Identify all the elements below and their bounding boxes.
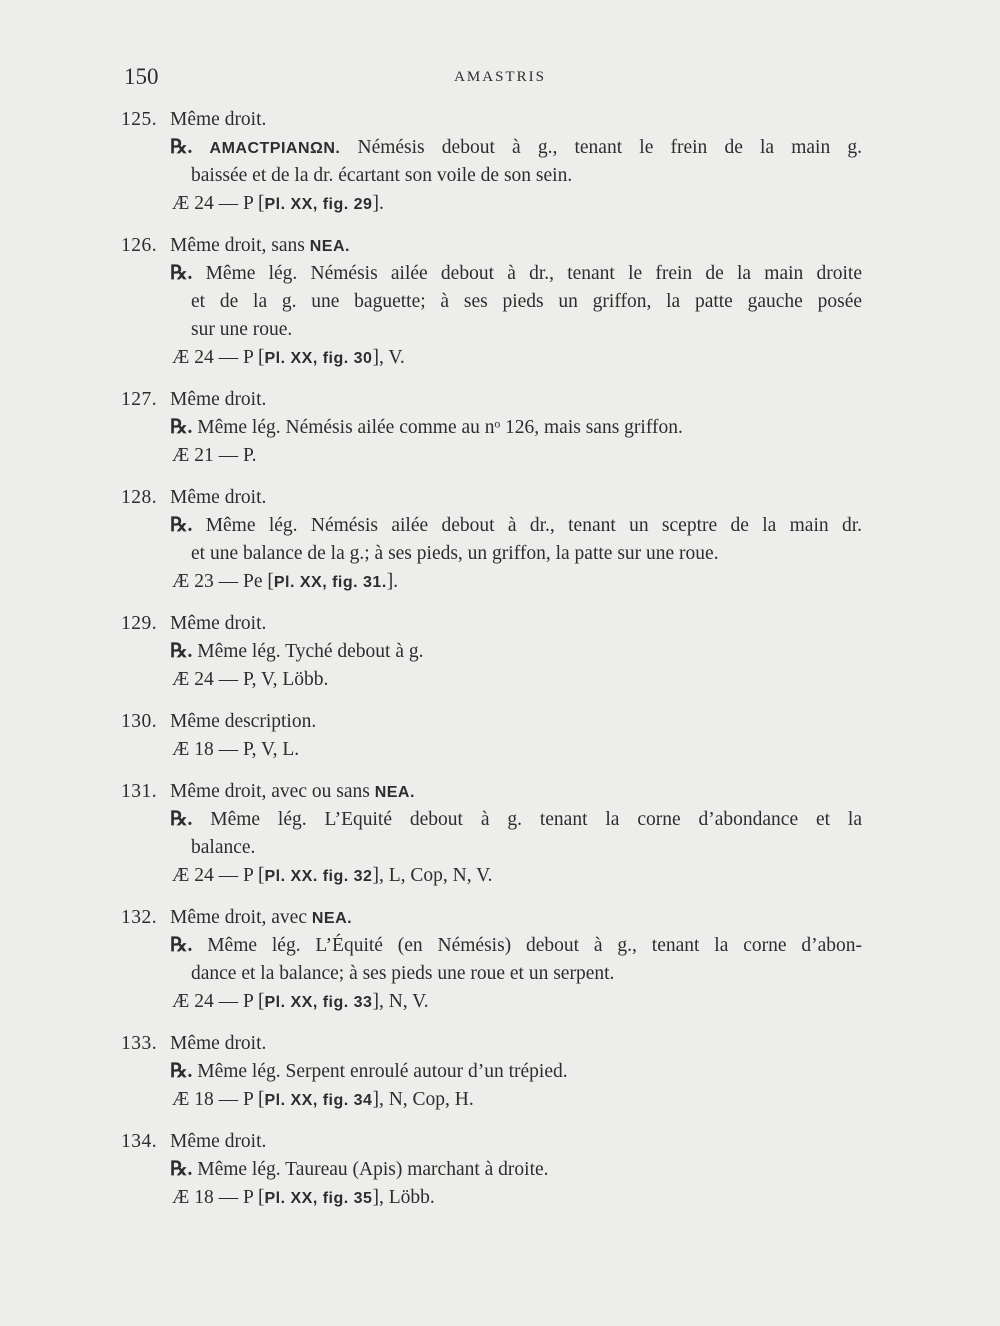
recipe-symbol: ℞.: [170, 263, 193, 284]
entry-number: 130.: [121, 711, 158, 732]
obverse-legend: NEA.: [311, 910, 353, 927]
reverse-continuation: balance.: [191, 837, 256, 858]
coin-details: [172, 190, 384, 219]
catalogue-entry: [0, 484, 1000, 596]
reverse-description: [170, 1058, 568, 1086]
collections: — P [: [213, 347, 265, 368]
entry-head-line: [0, 484, 1000, 512]
obverse-description: [170, 610, 266, 638]
catalogue-entry: [0, 708, 1000, 764]
plate-reference: Pl. XX, fig. 29: [264, 196, 373, 213]
obverse-text: Même droit.: [170, 389, 267, 410]
entry-number: 127.: [121, 389, 158, 410]
metal-size: Æ 18: [172, 1187, 214, 1208]
reverse-text: Même lég. Taureau (Apis) marchant à droite.: [192, 1159, 549, 1180]
entry-number: 129.: [121, 613, 158, 634]
recipe-symbol: ℞.: [170, 809, 193, 830]
obverse-text: Même droit.: [170, 1131, 267, 1152]
obverse-description: [170, 106, 266, 134]
metal-size: Æ 21: [172, 445, 214, 466]
reverse-text: Même lég. Némésis ailée comme au nᵒ 126, mais sans griffon.: [192, 417, 683, 438]
plate-reference: Pl. XX, fig. 34: [264, 1092, 373, 1109]
reverse-description: [170, 806, 862, 834]
obverse-text: Même description.: [170, 711, 317, 732]
page-number: 150: [124, 64, 159, 89]
entry-meta-line: [0, 344, 1000, 372]
entry-number: 132.: [121, 907, 158, 928]
recipe-symbol: ℞.: [170, 641, 193, 662]
reverse-text: Même lég. Némésis ailée debout à dr., tenant un sceptre de la main dr.: [192, 515, 862, 536]
obverse-description: [170, 1128, 266, 1156]
plate-reference: Pl. XX, fig. 30: [264, 350, 373, 367]
collections: — P [: [213, 193, 265, 214]
entry-number: 125.: [121, 109, 158, 130]
entry-meta-line: [0, 190, 1000, 218]
plate-reference: Pl. XX. fig. 32: [264, 868, 373, 885]
plate-reference: Pl. XX, fig. 33: [264, 994, 373, 1011]
collections-rest: ], V.: [372, 347, 405, 368]
reverse-description: [170, 932, 862, 960]
catalogue-entry: [0, 1030, 1000, 1114]
coin-details: [172, 442, 257, 470]
entry-head-line: [0, 232, 1000, 260]
reverse-line: [0, 162, 1000, 190]
reverse-line: [0, 134, 1000, 162]
collections: — P, V, L.: [213, 739, 300, 760]
entry-meta-line: [0, 568, 1000, 596]
obverse-description: [170, 708, 316, 736]
obverse-text: Même droit, sans: [170, 235, 310, 256]
reverse-line: [0, 638, 1000, 666]
reverse-description: [170, 512, 862, 540]
reverse-description: [170, 134, 862, 163]
coin-details: [172, 862, 493, 891]
metal-size: Æ 24: [172, 193, 214, 214]
entry-head-line: [0, 1030, 1000, 1058]
reverse-line: [0, 512, 1000, 540]
catalogue-entry: [0, 904, 1000, 1016]
obverse-text: Même droit.: [170, 109, 267, 130]
catalogue-entry: [0, 386, 1000, 470]
page-header: [0, 64, 1000, 94]
collections: — P [: [213, 991, 265, 1012]
coin-details: [172, 1086, 474, 1115]
metal-size: Æ 18: [172, 1089, 214, 1110]
reverse-text: Même lég. L’Équité (en Némésis) debout à g., tenant la corne d’abon-: [192, 935, 862, 956]
collections: — P [: [213, 1187, 265, 1208]
recipe-symbol: ℞.: [170, 1061, 193, 1082]
plate-reference: Pl. XX, fig. 31.: [273, 574, 387, 591]
coin-details: [172, 1184, 435, 1213]
obverse-text: Même droit, avec: [170, 907, 312, 928]
reverse-line: [0, 806, 1000, 834]
metal-size: Æ 24: [172, 991, 214, 1012]
collections: — P [: [213, 865, 265, 886]
entry-meta-line: [0, 736, 1000, 764]
recipe-symbol: ℞.: [170, 137, 193, 158]
entry-head-line: [0, 708, 1000, 736]
catalogue-entry: [0, 106, 1000, 218]
reverse-line: [0, 1058, 1000, 1086]
reverse-line: [0, 316, 1000, 344]
obverse-text: Même droit.: [170, 1033, 267, 1054]
entry-number: 133.: [121, 1033, 158, 1054]
reverse-text: Némésis debout à g., tenant le frein de la main g.: [340, 137, 862, 158]
obverse-description: [170, 484, 266, 512]
obverse-legend: NEA.: [374, 784, 415, 801]
recipe-symbol: ℞.: [170, 935, 193, 956]
collections: — P.: [213, 445, 257, 466]
reverse-description: [170, 1156, 549, 1184]
entry-head-line: [0, 778, 1000, 806]
reverse-line: [0, 834, 1000, 862]
catalogue-entries: [0, 106, 1000, 1226]
greek-legend: AMACTPIANΩN.: [209, 140, 341, 157]
reverse-continuation: et une balance de la g.; à ses pieds, un griffon, la patte sur une roue.: [191, 543, 719, 564]
entry-head-line: [0, 904, 1000, 932]
reverse-continuation: et de la g. une baguette; à ses pieds un griffon, la patte gauche posée: [191, 291, 862, 312]
reverse-continuation: sur une roue.: [191, 319, 293, 340]
entry-number: 134.: [121, 1131, 158, 1152]
collections-rest: ], N, V.: [372, 991, 429, 1012]
entry-head-line: [0, 1128, 1000, 1156]
obverse-description: [170, 778, 415, 807]
entry-head-line: [0, 386, 1000, 414]
entry-number: 131.: [121, 781, 158, 802]
reverse-continuation: baissée et de la dr. écartant son voile de son sein.: [191, 165, 573, 186]
entry-meta-line: [0, 1086, 1000, 1114]
reverse-text: Même lég. Serpent enroulé autour d’un trépied.: [192, 1061, 568, 1082]
recipe-symbol: ℞.: [170, 417, 193, 438]
entry-meta-line: [0, 862, 1000, 890]
obverse-text: Même droit.: [170, 613, 267, 634]
plate-reference: Pl. XX, fig. 35: [264, 1190, 373, 1207]
reverse-line: [0, 1156, 1000, 1184]
reverse-continuation: dance et la balance; à ses pieds une roue et un serpent.: [191, 963, 615, 984]
collections-rest: ], Löbb.: [372, 1187, 435, 1208]
catalogue-entry: [0, 232, 1000, 372]
entry-number: 128.: [121, 487, 158, 508]
metal-size: Æ 23: [172, 571, 214, 592]
obverse-description: [170, 232, 350, 261]
metal-size: Æ 18: [172, 739, 214, 760]
obverse-description: [170, 904, 352, 933]
collections: — P [: [213, 1089, 265, 1110]
obverse-description: [170, 386, 266, 414]
catalogue-entry: [0, 778, 1000, 890]
collections: — Pe [: [213, 571, 274, 592]
entry-number: 126.: [121, 235, 158, 256]
entry-meta-line: [0, 1184, 1000, 1212]
coin-details: [172, 988, 429, 1017]
metal-size: Æ 24: [172, 669, 214, 690]
reverse-line: [0, 540, 1000, 568]
obverse-text: Même droit, avec ou sans: [170, 781, 375, 802]
coin-details: [172, 736, 299, 764]
obverse-description: [170, 1030, 266, 1058]
reverse-line: [0, 260, 1000, 288]
reverse-line: [0, 414, 1000, 442]
reverse-description: [170, 638, 423, 666]
reverse-line: [0, 288, 1000, 316]
metal-size: Æ 24: [172, 347, 214, 368]
reverse-description: [170, 260, 862, 288]
reverse-text: Même lég. Tyché debout à g.: [192, 641, 424, 662]
collections-rest: ], N, Cop, H.: [372, 1089, 474, 1110]
reverse-text: Même lég. L’Equité debout à g. tenant la corne d’abondance et la: [192, 809, 862, 830]
collections-rest: ].: [372, 193, 384, 214]
entry-meta-line: [0, 442, 1000, 470]
collections-rest: ].: [386, 571, 399, 592]
reverse-text: Même lég. Némésis ailée debout à dr., tenant le frein de la main droite: [192, 263, 862, 284]
entry-head-line: [0, 106, 1000, 134]
reverse-line: [0, 960, 1000, 988]
recipe-symbol: ℞.: [170, 515, 193, 536]
entry-meta-line: [0, 666, 1000, 694]
collections-rest: ], L, Cop, N, V.: [372, 865, 493, 886]
reverse-description: [170, 414, 683, 442]
entry-head-line: [0, 610, 1000, 638]
reverse-line: [0, 932, 1000, 960]
entry-meta-line: [0, 988, 1000, 1016]
coin-details: [172, 344, 405, 373]
obverse-text: Même droit.: [170, 487, 267, 508]
collections: — P, V, Löbb.: [213, 669, 329, 690]
obverse-legend: NEA.: [309, 238, 350, 255]
catalogue-entry: [0, 1128, 1000, 1212]
metal-size: Æ 24: [172, 865, 214, 886]
coin-details: [172, 568, 398, 597]
recipe-symbol: ℞.: [170, 1159, 193, 1180]
catalogue-entry: [0, 610, 1000, 694]
running-title: AMASTRIS: [454, 69, 546, 85]
coin-details: [172, 666, 328, 694]
